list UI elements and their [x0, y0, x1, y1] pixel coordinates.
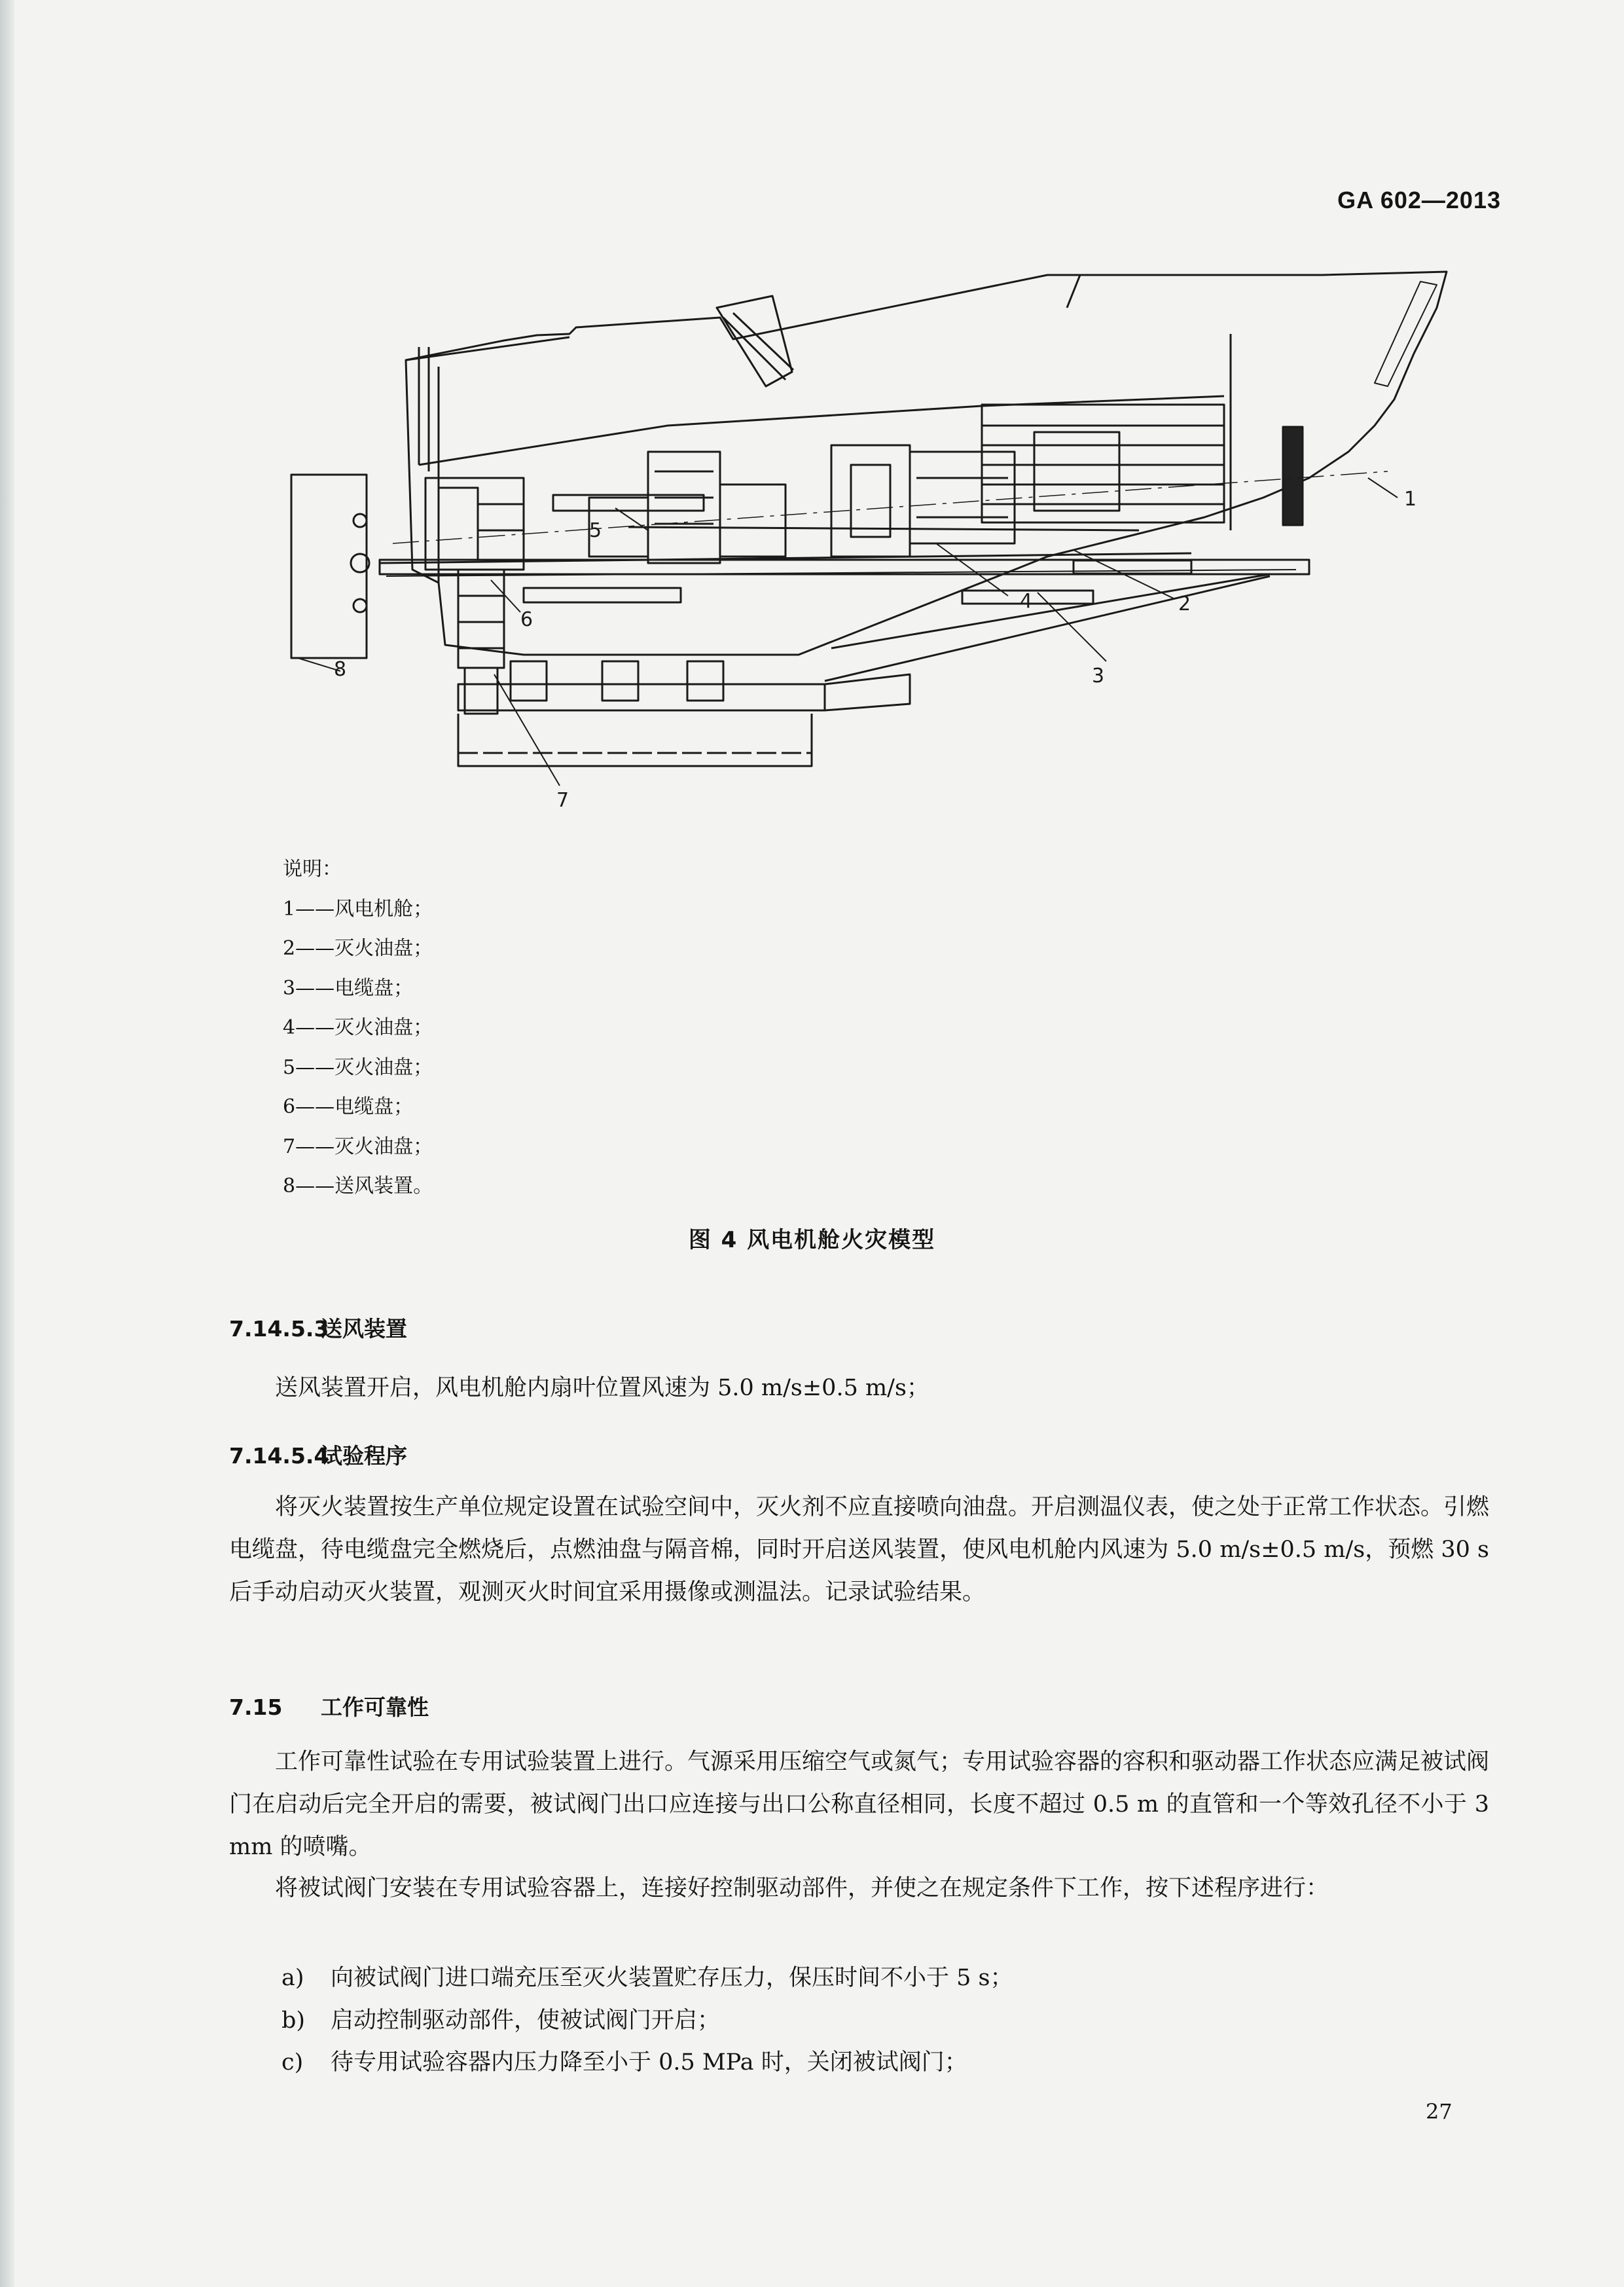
list-marker: c) — [281, 2049, 304, 2076]
legend-item: 8——送风装置。 — [283, 1175, 433, 1198]
section-heading — [229, 1439, 407, 1470]
list-text: 启动控制驱动部件，使被试阀门开启； — [331, 2007, 721, 2034]
legend-item: 2——灭火油盘； — [283, 937, 433, 960]
list-item — [281, 2002, 720, 2035]
list-item — [281, 1960, 1013, 1992]
section-number: 7.15 — [229, 1694, 283, 1720]
legend-item: 4——灭火油盘； — [283, 1016, 433, 1039]
legend-item: 7——灭火油盘； — [283, 1135, 433, 1158]
nacelle-fire-model-drawing — [262, 255, 1486, 825]
legend-item: 6——电缆盘； — [283, 1095, 414, 1118]
callout-4: 4 — [1020, 590, 1033, 613]
standard-code: GA 602—2013 — [1337, 187, 1501, 213]
section-number: 7.14.5.4 — [229, 1443, 329, 1469]
callout-7: 7 — [556, 789, 569, 812]
paragraph: 送风装置开启，风电机舱内扇叶位置风速为 5.0 m/s±0.5 m/s； — [275, 1375, 929, 1401]
legend-item: 5——灭火油盘； — [283, 1055, 433, 1079]
legend-title: 说明： — [283, 858, 342, 881]
paragraph: 将灭火装置按生产单位规定设置在试验空间中，灭火剂不应直接喷向油盘。开启测温仪表，使之处于正常工作状态。引燃电缆盘，待电缆盘完全燃烧后，点燃油盘与隔音棉，同时开启送风装置，使风电机舱内风速为 5.0 m/s±0.5 m/s，预燃 30 s 后手动启动灭火装置，观测灭火时间宜采用摄像或测温法。记录试验结果。 — [229, 1494, 1490, 1605]
list-text: 向被试阀门进口端充压至灭火装置贮存压力，保压时间不小于 5 s； — [331, 1965, 1013, 1991]
list-item — [281, 2044, 967, 2077]
paragraph: 将被试阀门安装在专用试验容器上，连接好控制驱动部件，并使之在规定条件下工作，按下述程序进行： — [275, 1875, 1329, 1901]
section-title: 送风装置 — [321, 1316, 407, 1342]
section-heading — [229, 1691, 429, 1721]
section-heading — [229, 1312, 407, 1343]
scan-edge — [0, 0, 14, 2287]
figure-caption: 图 4 风电机舱火灾模型 — [688, 1227, 936, 1253]
callout-3: 3 — [1092, 665, 1105, 687]
list-marker: a) — [281, 1965, 304, 1991]
page-number: 27 — [1426, 2099, 1453, 2124]
section-title: 试验程序 — [321, 1443, 407, 1469]
callout-6: 6 — [520, 608, 533, 631]
list-text: 待专用试验容器内压力降至小于 0.5 MPa 时，关闭被试阀门； — [331, 2049, 967, 2076]
legend-item: 1——风电机舱； — [283, 897, 433, 921]
list-marker: b) — [281, 2007, 306, 2034]
figure-legend — [283, 850, 433, 1207]
callout-2: 2 — [1178, 593, 1191, 615]
paragraph: 工作可靠性试验在专用试验装置上进行。气源采用压缩空气或氮气；专用试验容器的容积和驱动器工作状态应满足被试阀门在启动后完全开启的需要，被试阀门出口应连接与出口公称直径相同，长度不超过 0.5 m 的直管和一个等效孔径不小于 3 mm 的喷嘴。 — [229, 1749, 1490, 1860]
callout-8: 8 — [334, 658, 347, 681]
section-number: 7.14.5.3 — [229, 1316, 329, 1342]
callout-5: 5 — [589, 519, 602, 542]
callout-1: 1 — [1404, 488, 1417, 511]
legend-item: 3——电缆盘； — [283, 976, 414, 1000]
section-title: 工作可靠性 — [321, 1694, 429, 1720]
